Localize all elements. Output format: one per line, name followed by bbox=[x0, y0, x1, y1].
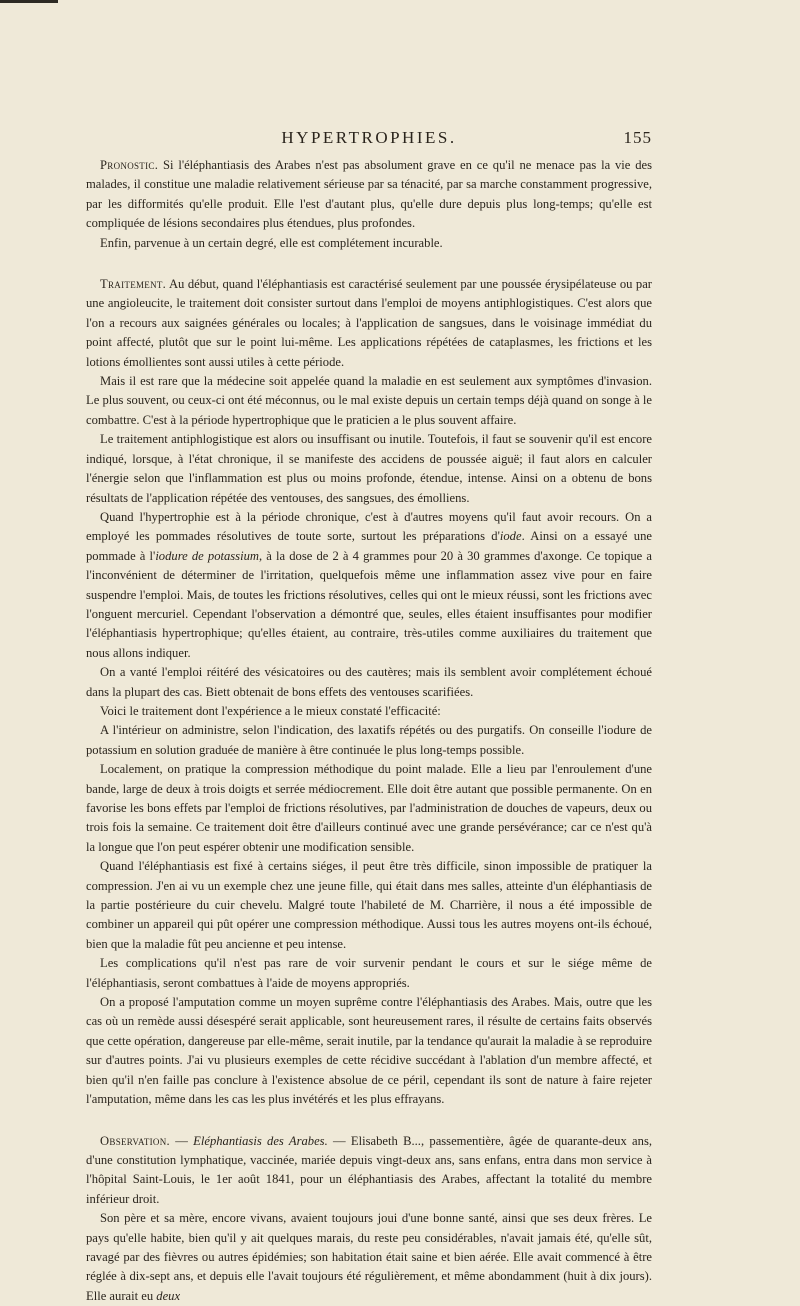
traitement-text-10: Les complications qu'il n'est pas rare de voir survenir pendant le cours et sur le siége même de l'éléphantiasis, seront combattues à l'aide de moyens appropriés. bbox=[86, 956, 652, 990]
traitement-text-4 bbox=[86, 508, 652, 663]
observation-dash: — bbox=[169, 1133, 194, 1148]
traitement-text-8: Localement, on pratique la compression méthodique du point malade. Elle a lieu par l'enroulement d'une bande, large de deux à trois doigts et serrée médiocrement. Elle doit être autant que possible permanente. On en favorise les bons effets par l'emploi de frictions résolutives, par l'administration de douches de vapeurs, deux ou trois fois la semaine. Ce traitement doit être d'ailleurs continué avec une grande persévérance; car ce n'est qu'à la longue que l'on peut espérer obtenir une modification sensible. bbox=[86, 762, 652, 854]
scan-edge-mark bbox=[0, 0, 58, 3]
traitement-text-1: Au début, quand l'éléphantiasis est caractérisé seulement par une poussée érysipélateuse ou par une angioleucite, le traitement doit consister surtout dans l'emploi de moyens antiphlogistiques. C'est alors que l'on a recours aux saignées générales ou locales; à l'application de sangsues, dans le voisinage immédiat du point affecté, plutôt que sur le point lui-même. Les applications répétées de cataplasmes, les frictions et les lotions émollientes sont aussi utiles à cette période. bbox=[86, 277, 652, 369]
pronostic-paragraph bbox=[86, 156, 652, 234]
pronostic-text-1: Si l'éléphantiasis des Arabes n'est pas absolument grave en ce qu'il ne menace pas la vie des malades, il constitue une maladie relativement sérieuse par sa ténacité, par sa marche constamment progressive, par les difformités qu'elle produit. Elle l'est d'autant plus, qu'elle dure depuis plus long-temps; qu'elle est compliquée de lésions secondaires plus étendues, plus profondes. bbox=[86, 158, 652, 231]
traitement-text-4b: . Ainsi on a essayé une pommade à l' bbox=[86, 529, 652, 563]
iodure-term: iodure de potassium bbox=[155, 548, 259, 563]
traitement-text-4a: Quand l'hypertrophie est à la période chronique, c'est à d'autres moyens qu'il faut avoir recours. On a employé les pommades résolutives de toute sorte, surtout les préparations d' bbox=[86, 509, 652, 544]
iode-term: iode bbox=[499, 529, 522, 544]
observation-deux: deux bbox=[156, 1288, 181, 1303]
page-header bbox=[86, 128, 652, 152]
traitement-text-6: Voici le traitement dont l'expérience a le mieux constaté l'efficacité: bbox=[100, 703, 441, 718]
observation-label: Observation. bbox=[100, 1133, 170, 1148]
traitement-text-9: Quand l'éléphantiasis est fixé à certains siéges, il peut être très difficile, sinon impossible de pratiquer la compression. J'en ai vu un exemple chez une jeune fille, qui était dans mes salles, atteinte d'un éléphantiasis de la partie postérieure du cuir chevelu. Malgré toute l'habileté de M. Charrière, il nous a été impossible de combiner un appareil qui pût opérer une compression méthodique. Aussi tous les autres moyens ont-ils échoué, bien que la maladie fût peu ancienne et peu intense. bbox=[86, 859, 652, 951]
traitement-paragraph bbox=[86, 275, 652, 372]
traitement-text-11: On a proposé l'amputation comme un moyen suprême contre l'éléphantiasis des Arabes. Mais, outre que les cas où un remède aussi désespéré serait applicable, sont heureusement rares, il résulte de certains faits observés que cette opération, dangereuse par elle-même, serait inutile, par la tendance qu'aurait la maladie à se reproduire sur d'autres points. J'ai vu plusieurs exemples de cette récidive succédant à l'ablation d'un membre affecté, et bien qu'il n'en faille pas conclure à l'existence absolue de ce péril, cependant ils sont de nature à faire rejeter l'amputation, même dans les cas les plus invétérés et les plus effrayans. bbox=[86, 995, 652, 1107]
traitement-text-2: Mais il est rare que la médecine soit appelée quand la maladie en est seulement aux symptômes d'invasion. Le plus souvent, ou ceux-ci ont été méconnus, ou le mal existe depuis un certain temps déjà quand on songe à le combattre. C'est à la période hypertrophique que le praticien a le plus souvent affaire. bbox=[86, 374, 652, 427]
traitement-label: Traitement. bbox=[100, 277, 167, 292]
traitement-text-3: Le traitement antiphlogistique est alors ou insuffisant ou inutile. Toutefois, il faut se souvenir qu'il est encore indiqué, lorsque, à l'état chronique, il se manifeste des accidens de poussée aiguë; il faut alors en calculer l'énergie selon que l'inflammation est plus ou moins profonde, étendue, intense. Ainsi on a obtenu de bons résultats de l'application répétée des ventouses, des sangsues, des émolliens. bbox=[86, 432, 652, 505]
traitement-text-4c: , à la dose de 2 à 4 grammes pour 20 à 30 grammes d'axonge. Ce topique a l'inconvénient de déterminer de l'irritation, quelquefois même une inflammation assez vive pour en faire suspendre l'emploi. Mais, de toutes les frictions résolutives, celles qui ont le mieux réussi, sont les frictions avec l'onguent mercuriel. Cependant l'observation a démontré que, seules, elles étaient insuffisantes pour modifier l'éléphantiasis hypertrophique; qu'elles étaient, au contraire, très-utiles comme auxiliaires du traitement que nous allons indiquer. bbox=[86, 548, 652, 660]
page-body bbox=[86, 156, 652, 1306]
page-number: 155 bbox=[623, 128, 652, 147]
running-title: HYPERTROPHIES. bbox=[281, 128, 457, 147]
pronostic-label: Pronostic. bbox=[100, 158, 159, 172]
observation-title: Eléphantiasis des Arabes. bbox=[193, 1133, 328, 1148]
observation-paragraph bbox=[86, 1132, 652, 1210]
traitement-text-7: A l'intérieur on administre, selon l'indication, des laxatifs répétés ou des purgatifs. On conseille l'iodure de potassium en solution graduée de manière à être continuée le plus long-temps possible. bbox=[86, 723, 652, 757]
pronostic-text-2: Enfin, parvenue à un certain degré, elle est complétement incurable. bbox=[100, 235, 443, 250]
traitement-text-5: On a vanté l'emploi réitéré des vésicatoires ou des cautères; mais ils semblent avoir complétement échoué dans la plupart des cas. Biett obtenait de bons effets des ventouses scarifiées. bbox=[86, 665, 652, 699]
observation-text-2a: Son père et sa mère, encore vivans, avaient toujours joui d'une bonne santé, ainsi que ses deux frères. Le pays qu'elle habite, bien qu'il y ait quelques marais, du reste peu considérables, n'avait jamais été, qu'elle sût, ravagé par des fièvres ou autres épidémies; son habitation était saine et bien aérée. Elle avait commencé à être réglée à dix-sept ans, et depuis elle l'avait toujours été régulièrement, et même abondamment (huit à dix jours). Elle aurait eu bbox=[86, 1211, 652, 1303]
observation-text-1: — Elisabeth B..., passementière, âgée de quarante-deux ans, d'une constitution lymphatique, vaccinée, mariée depuis vingt-deux ans, sans enfans, entra dans mon service à l'hôpital Saint-Louis, le 1er août 1841, pour un éléphantiasis des Arabes, affectant la totalité du membre inférieur droit. bbox=[86, 1133, 652, 1206]
observation-text-2 bbox=[86, 1209, 652, 1306]
